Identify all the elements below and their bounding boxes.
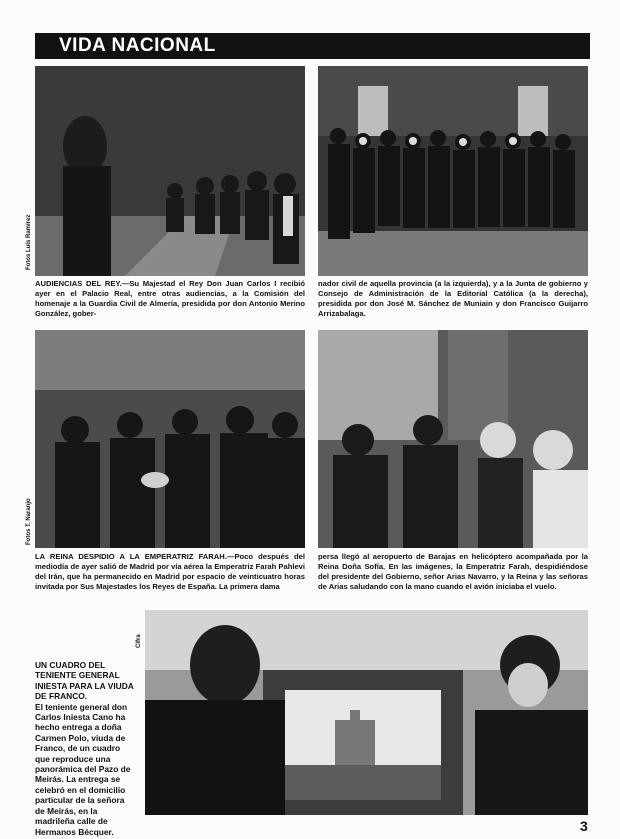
- article-story3-body: El teniente general don Carlos Iniesta Cano ha hecho entrega a doña Carmen Polo, viuda de Franco, de un cuadro que reproduce una panorámica del Pazo de Meirás. La entrega se celebró en el domicilio particular de la señora de Meirás, en la madrileña calle de Hermanos Bécquer.: [35, 701, 131, 837]
- caption-story2-right: persa llegó al aeropuerto de Barajas en helicóptero acompañada por la Reina Doña Sofía. En las imágenes, la Emperatriz Farah, despidiéndose del presidente del Gobierno, señor Arias Navarro, y la Reina y las señoras de Arias saludando con la mano cuando el avión iniciaba el vuelo.: [318, 552, 588, 591]
- photo-farah-right-image: [318, 330, 588, 548]
- caption-story2-left: [35, 552, 305, 592]
- headline-story2: LA REINA DESPIDIO A LA EMPERATRIZ FARAH.: [35, 552, 227, 561]
- headline-story3: UN CUADRO DEL TENIENTE GENERAL INIESTA PARA LA VIUDA DE FRANCO.: [35, 660, 134, 702]
- caption-story1-left-text: —Su Majestad el Rey Don Juan Carlos I recibió ayer en el Palacio Real, entre otras audiencias, a la Comisión del homenaje a la Guardia Civil de Almería, presidida por don Antonio Merino González, gober-: [35, 279, 306, 318]
- photo-farah-right: [318, 330, 588, 548]
- caption-story1-left: [35, 279, 305, 319]
- photo-king-audience-left-image: [35, 66, 305, 276]
- photo-credit-1: Fotos Luis Ramírez: [26, 214, 32, 270]
- caption-story2-left-text: —Poco después del mediodía de ayer salió de Madrid por vía aérea la Emperatriz Farah Pahlevi del Irán, que ha permanecido en Madrid por espacio de veinticuatro horas invitada por Sus Majestades los Reyes de España. La primera dama: [35, 552, 305, 591]
- page-number: 3: [580, 818, 588, 834]
- caption-story1-right: nador civil de aquella provincia (a la izquierda), y a la Junta de gobierno y Consejo de Administración de la Editorial Católica (a la derecha), presidida por don José M. Sánchez de Muniain y don Francisco Guijarro Arrizabalaga.: [318, 279, 588, 318]
- photo-king-audience-right: [318, 66, 588, 276]
- photo-king-audience-left: [35, 66, 305, 276]
- photo-farah-left-image: [35, 330, 305, 548]
- photo-farah-left: [35, 330, 305, 548]
- headline-story1: AUDIENCIAS DEL REY.: [35, 279, 122, 288]
- article-story3: [35, 660, 135, 837]
- photo-credit-2: Fotos T. Naranjo: [26, 498, 32, 545]
- section-banner: [35, 33, 590, 59]
- photo-credit-3: Cifra: [136, 634, 142, 648]
- photo-painting-image: [145, 610, 588, 815]
- photo-painting: [145, 610, 588, 815]
- photo-king-audience-right-image: [318, 66, 588, 276]
- section-title: VIDA NACIONAL: [59, 35, 216, 56]
